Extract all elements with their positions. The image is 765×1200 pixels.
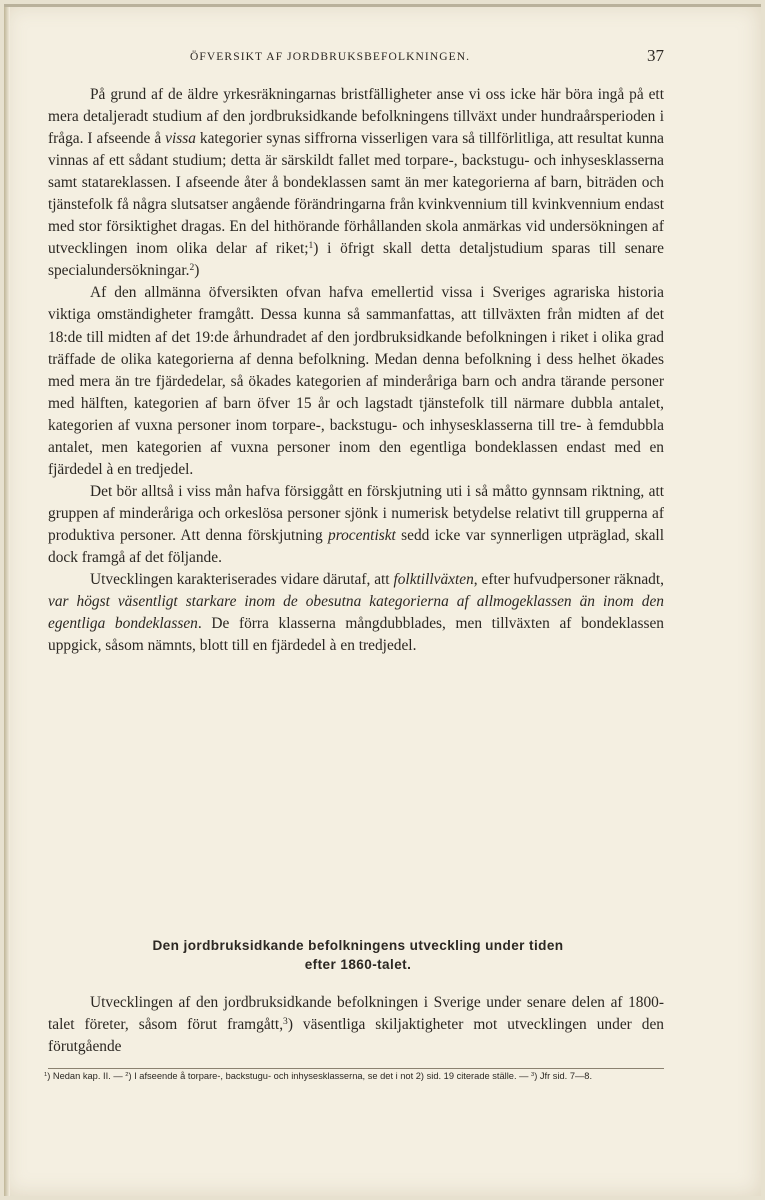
footnote-text: ) Jfr sid. 7—8. — [534, 1071, 593, 1081]
footnotes — [44, 1070, 672, 1083]
section-heading-line: Den jordbruksidkande befolkningens utveckling under tiden — [152, 938, 564, 953]
book-page — [4, 4, 761, 1196]
paragraph-5 — [48, 992, 664, 1058]
body-text — [48, 84, 664, 657]
text-run: Utvecklingen af den jordbruksidkande befolkningen i Sverige under senare delen af 1800-talet företer, såsom förut framgått, — [48, 994, 664, 1034]
text-run: , efter hufvudpersoner räknadt, — [473, 571, 664, 589]
footnote-marker: 1 — [308, 240, 314, 252]
emphasis-text: folktillväxten — [393, 571, 474, 589]
emphasis-text: var högst väsentligt starkare inom de obesutna kategorierna af allmogeklassen än inom den egentliga bondeklassen — [48, 593, 664, 633]
text-run: ) i öfrigt skall detta detaljstudium sparas till senare specialundersökningar. — [48, 240, 664, 280]
section-heading-line: efter 1860-talet. — [304, 957, 412, 972]
paragraph-4 — [48, 569, 664, 657]
page-number: 37 — [647, 46, 664, 65]
text-run: På grund af de äldre yrkesräkningarnas bristfälligheter anse vi oss icke här böra ingå på ett mera detaljeradt studium af den jordbruksidkande befolkningens tillväxt under hundraårsperioden i fråga. I afseende å — [48, 86, 664, 148]
footnote-text: ) Nedan kap. II. — — [47, 1071, 126, 1081]
paragraph-3 — [48, 481, 664, 569]
running-head: ÖFVERSIKT AF JORDBRUKSBEFOLKNINGEN. — [190, 51, 471, 63]
paragraph-1 — [48, 84, 664, 282]
section-body — [48, 992, 664, 1058]
footnote-text: ) I afseende å torpare-, backstugu- och inhysesklasserna, se det i not 2) sid. 19 citerade ställe. — — [128, 1071, 531, 1081]
footnote-marker: 2 — [189, 262, 195, 274]
footnote-marker: 3 — [283, 1015, 288, 1027]
footnote-number: 3 — [531, 1071, 535, 1078]
text-run: Utvecklingen karakteriserades vidare därutaf, att — [90, 571, 394, 589]
text-run: kategorier synas siffrorna visserligen vara så tillförlitliga, att resultat kunna vinnas af ett sådant studium; detta är särskildt fallet med torpare-, backstugu- och inhysesklasserna samt statareklassen. I afseende åter å bondeklassen samt än mer kategorierna af barn, biträden och tjänstefolk få några slutsatser angående förändringarna från kvinkvennium till kvinkvennium endast med stor försiktighet dragas. En del hithörande förhållanden skola anmärkas vid undersökningen af utvecklingen inom olika delar af riket; — [48, 130, 664, 258]
footnote-number: 1 — [44, 1071, 48, 1078]
emphasis-text: vissa — [165, 130, 196, 148]
text-run: Det bör alltså i viss mån hafva försiggått en förskjutning uti i så måtto gynnsam riktning, att gruppen af minderåriga och orkeslösa personer sjönk i numerisk betydelse relativt till grupperna af produktiva personer. Att denna förskjutning — [48, 482, 664, 544]
paragraph-2: Af den allmänna öfversikten ofvan hafva emellertid vissa i Sveriges agrariska historia viktiga omständigheter framgått. Dessa kunna så sammanfattas, att tillväxten från midten af det 18:de till midten af det 19:de århundradet af den jordbruksidkande befolkningen i riket i olika grad träffade de olika kategorierna af denna befolkning. Medan denna befolkning i dess helhet ökades med mera än tre fjärdedelar, så ökades kategorien af minderåriga barn och andra tärande personer med hälften, kategorien af barn öfver 15 år och lagstadt tjänstefolk till närmare dubbla antalet, kategorien af vuxna personer inom torpare-, backstugu- och inhysesklasserna till tre- à femdubbla antalet, men kategorien af vuxna personer inom den egentliga bondeklassen endast med en fjärdedel à en tredjedel. — [48, 284, 664, 478]
text-run: sedd icke var synnerligen utpräglad, skall dock framgå af det följande. — [48, 526, 664, 566]
section-heading — [78, 936, 638, 974]
text-run: ) väsentliga skiljaktigheter mot utvecklingen under den förutgående — [48, 1016, 664, 1056]
footnote-number: 2 — [125, 1071, 129, 1078]
text-run: . De förra klasserna mångdubblades, men tillväxten af bondeklassen uppgick, såsom nämnts, blott till en fjärdedel à en tredjedel. — [48, 615, 664, 655]
page-gutter-shadow — [4, 4, 10, 1196]
emphasis-text: procentiskt — [328, 526, 396, 544]
page-top-edge — [4, 4, 761, 7]
text-run: ) — [194, 262, 200, 280]
footnote-divider — [48, 1068, 664, 1069]
